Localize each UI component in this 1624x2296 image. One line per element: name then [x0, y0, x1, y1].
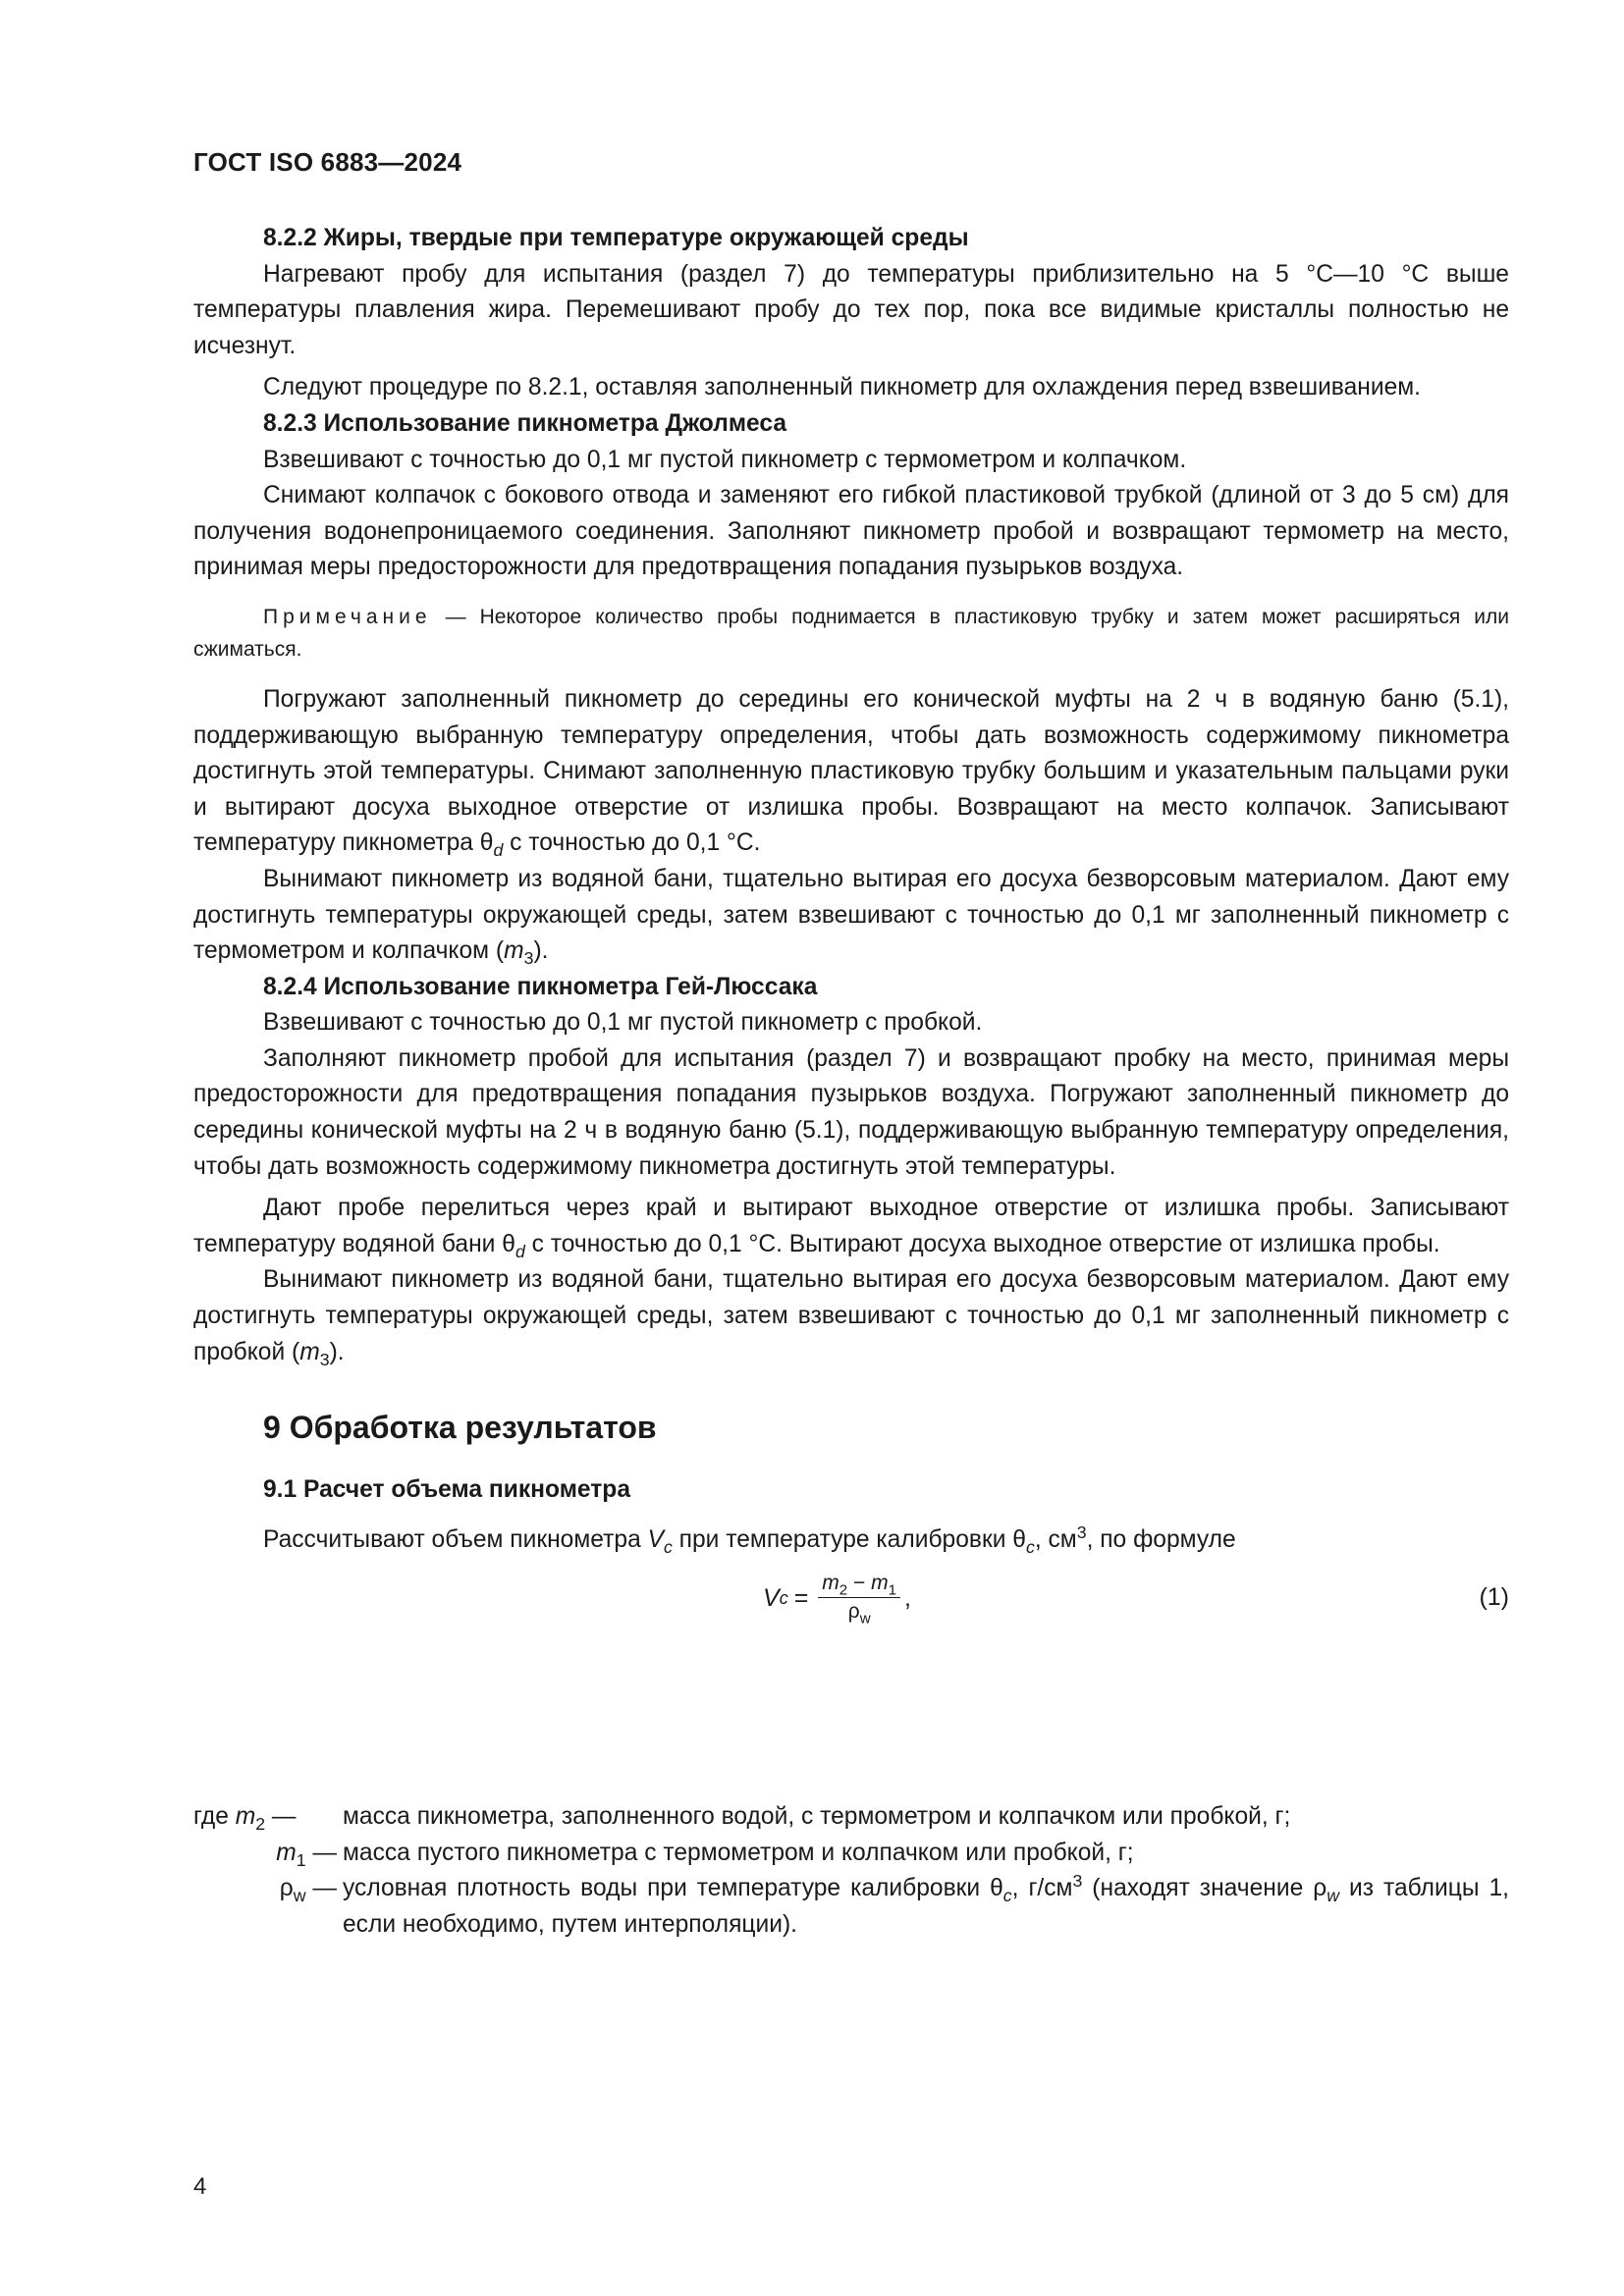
- equation-number: (1): [1479, 1583, 1509, 1612]
- section-8-2-2-title: 8.2.2 Жиры, твердые при температуре окружающей среды: [263, 225, 969, 251]
- paragraph: Заполняют пикнометр пробой для испытания (раздел 7) и возвращают пробку на место, принимая меры предосторожности для предотвращения попадания пузырьков воздуха. Погружают заполненный пикнометр до середины конической муфты на 2 ч в водяную баню (5.1), поддерживающую выбранную температуру определения, чтобы дать возможность содержимому пикнометра достигнуть этой температуры.: [193, 1044, 1509, 1180]
- paragraph: Вынимают пикнометр из водяной бани, тщательно вытирая его досуха безворсовым материалом. Дают ему достигнуть температуры окружающей среды, затем взвешивают с точностью до 0,1 мг заполненный пикнометр с термометром и колпачком $(m_3)$.: [193, 865, 1509, 969]
- paragraph: Вынимают пикнометр из водяной бани, тщательно вытирая его досуха безворсовым материалом. Дают ему достигнуть температуры окружающей среды, затем взвешивают с точностью до 0,1 мг заполненный пикнометр с пробкой $(m_3)$.: [193, 1266, 1509, 1369]
- formula-intro: Рассчитывают объем пикнометра $V_c$ при температуре калибровки $\theta_c$, $см^3$, по формуле: [263, 1522, 1236, 1557]
- symbol-definitions: [193, 1799, 1509, 1943]
- fraction: [818, 1572, 900, 1628]
- definition-m2: где $m_2$ — масса пикнометра, заполненного водой, с термометром и колпачком или пробкой, г;: [193, 1803, 1291, 1835]
- document-id: ГОСТ ISO 6883—2024: [193, 147, 462, 177]
- paragraph: Следуют процедуре по 8.2.1, оставляя заполненный пикнометр для охлаждения перед взвешиванием.: [263, 374, 1422, 401]
- paragraph: Взвешивают с точностью до 0,1 мг пустой пикнометр с пробкой.: [263, 1009, 983, 1037]
- paragraph: Нагревают пробу для испытания (раздел 7) до температуры приблизительно на 5 °С—10 °С выше температуры плавления жира. Перемешивают пробу до тех пор, пока все видимые кристаллы полностью не исчезнут.: [193, 260, 1509, 359]
- note: [193, 601, 1509, 666]
- theta-symbol: θ: [479, 829, 494, 857]
- theta-symbol: θ: [502, 1230, 515, 1257]
- paragraph: Снимают колпачок с бокового отвода и заменяют его гибкой пластиковой трубкой (длиной от 3 до 5 см) для получения водонепроницаемого соединения. Заполняют пикнометр пробой и возвращают термометр на место, принимая меры предосторожности для предотвращения попадания пузырьков воздуха.: [193, 482, 1509, 581]
- definition-m1: $m_1$ — масса пустого пикнометра с термометром и колпачком или пробкой, г;: [276, 1839, 1134, 1870]
- section-8-2-4-title: 8.2.4 Использование пикнометра Гей-Люссака: [263, 973, 818, 1000]
- formula: V c = $\frac{m_2 - m_1}{\rho_w}$ ,: [763, 1572, 911, 1628]
- paragraph: Погружают заполненный пикнометр до середины его конической муфты на 2 ч в водяную баню (5.1), поддерживающую выбранную температуру определения, чтобы дать возможность содержимому пикнометра достигнуть этой температуры. Снимают заполненную пластиковую трубку большим и указательным пальцами руки и вытирают досуха выходное отверстие от излишка пробы. Возвращают на место колпачок. Записывают температуру пикнометра $\theta_d$ с точностью до 0,1 °С.: [193, 685, 1509, 861]
- note-label: Примечание: [263, 605, 432, 628]
- page-number: 4: [193, 2173, 207, 2200]
- fraction-denominator: $\rho_w$: [847, 1600, 871, 1628]
- note-text: — Некоторое количество пробы поднимается в пластиковую трубку и затем может расширяться или сжиматься.: [193, 605, 1509, 661]
- section-8-2-3-title: 8.2.3 Использование пикнометра Джолмеса: [263, 409, 787, 437]
- page-body: [193, 221, 1509, 1644]
- equation-1: [193, 1566, 1509, 1644]
- section-9-1-title: 9.1 Расчет объема пикнометра: [263, 1476, 631, 1504]
- paragraph: Дают пробе перелиться через край и вытирают выходное отверстие от излишка пробы. Записывают температуру водяной бани $\theta_d$ с точностью до 0,1 °С. Вытирают досуха выходное отверстие от излишка пробы.: [193, 1195, 1509, 1262]
- section-9-title: 9 Обработка результатов: [263, 1410, 657, 1446]
- paragraph: Взвешивают с точностью до 0,1 мг пустой пикнометр с термометром и колпачком.: [263, 446, 1187, 473]
- fraction-numerator: $m_2 - m_1$: [818, 1572, 900, 1598]
- definition-rho-w: $\rho_w$ — условная плотность воды при температуре калибровки $\theta_c$, $г/см^3$ (находят значение $\rho_w$ из таблицы 1, если необходимо, путем интерполяции).: [279, 1871, 1509, 1938]
